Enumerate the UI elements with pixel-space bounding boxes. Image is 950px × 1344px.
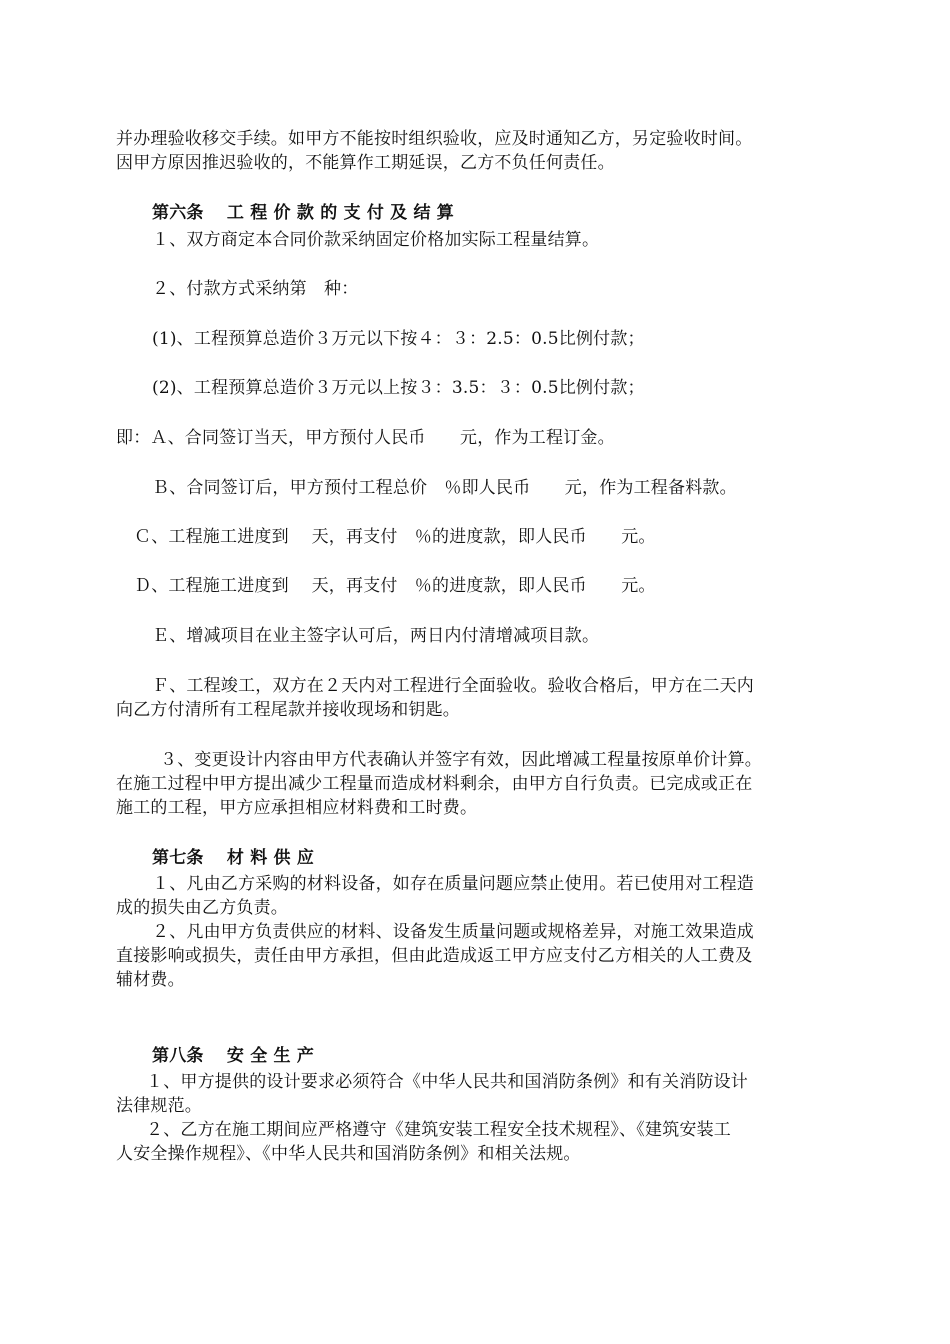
article-8-item-1-line-2: 法律规范。 [116,1096,202,1116]
article-7-item-1-line-2: 成的损失由乙方负责。 [116,898,288,918]
article-7-item-1-line-1: １、凡由乙方采购的材料设备，如存在质量问题应禁止使用。若已使用对工程造 [152,874,754,894]
article-7-heading: 第七条 材 料 供 应 [152,848,315,868]
payment-item-f-line-1: Ｆ、工程竣工，双方在２天内对工程进行全面验收。验收合格后，甲方在二天内 [152,676,754,696]
article-7-item-2-line-3: 辅材费。 [116,970,185,990]
intro-line-1: 并办理验收移交手续。如甲方不能按时组织验收，应及时通知乙方，另定验收时间。 [116,129,753,149]
article-8-item-1-line-1: １、甲方提供的设计要求必须符合《中华人民共和国消防条例》和有关消防设计 [146,1072,748,1092]
payment-item-a: 即：Ａ、合同签订当天，甲方预付人民币 元，作为工程订金。 [116,428,615,448]
article-6-item-2: ２、付款方式采纳第 种： [152,279,359,299]
payment-option-2: (2)、工程预算总造价３万元以上按３：3.5：３：0.5比例付款； [152,378,645,398]
payment-item-f-line-2: 向乙方付清所有工程尾款并接收现场和钥匙。 [116,700,460,720]
article-8-heading: 第八条 安 全 生 产 [152,1046,315,1066]
article-8-item-2-line-1: ２、乙方在施工期间应严格遵守《建筑安装工程安全技术规程》、《建筑安装工 [146,1120,731,1140]
payment-item-b: Ｂ、合同签订后，甲方预付工程总价 ％即人民币 元，作为工程备料款。 [152,478,737,498]
article-6-item-3-line-3: 施工的工程，甲方应承担相应材料费和工时费。 [116,798,478,818]
article-7-item-2-line-1: ２、凡由甲方负责供应的材料、设备发生质量问题或规格差异，对施工效果造成 [152,922,754,942]
payment-item-e: Ｅ、增减项目在业主签字认可后，两日内付清增减项目款。 [152,626,600,646]
intro-line-2: 因甲方原因推迟验收的，不能算作工期延误，乙方不负任何责任。 [116,153,615,173]
payment-item-d: Ｄ、工程施工进度到 天，再支付 ％的进度款，即人民币 元。 [134,576,656,596]
payment-item-c: Ｃ、工程施工进度到 天，再支付 ％的进度款，即人民币 元。 [134,527,656,547]
article-6-item-1: １、双方商定本合同价款采纳固定价格加实际工程量结算。 [152,230,600,250]
article-6-item-3-line-1: ３、变更设计内容由甲方代表确认并签字有效，因此增减工程量按原单价计算。 [160,750,762,770]
article-8-item-2-line-2: 人安全操作规程》、《中华人民共和国消防条例》和相关法规。 [116,1144,581,1164]
payment-option-1: (1)、工程预算总造价３万元以下按４：３：2.5：0.5比例付款； [152,329,645,349]
article-6-heading: 第六条 工 程 价 款 的 支 付 及 结 算 [152,203,454,223]
article-6-item-3-line-2: 在施工过程中甲方提出减少工程量而造成材料剩余，由甲方自行负责。已完成或正在 [116,774,753,794]
article-7-item-2-line-2: 直接影响或损失，责任由甲方承担，但由此造成返工甲方应支付乙方相关的人工费及 [116,946,753,966]
